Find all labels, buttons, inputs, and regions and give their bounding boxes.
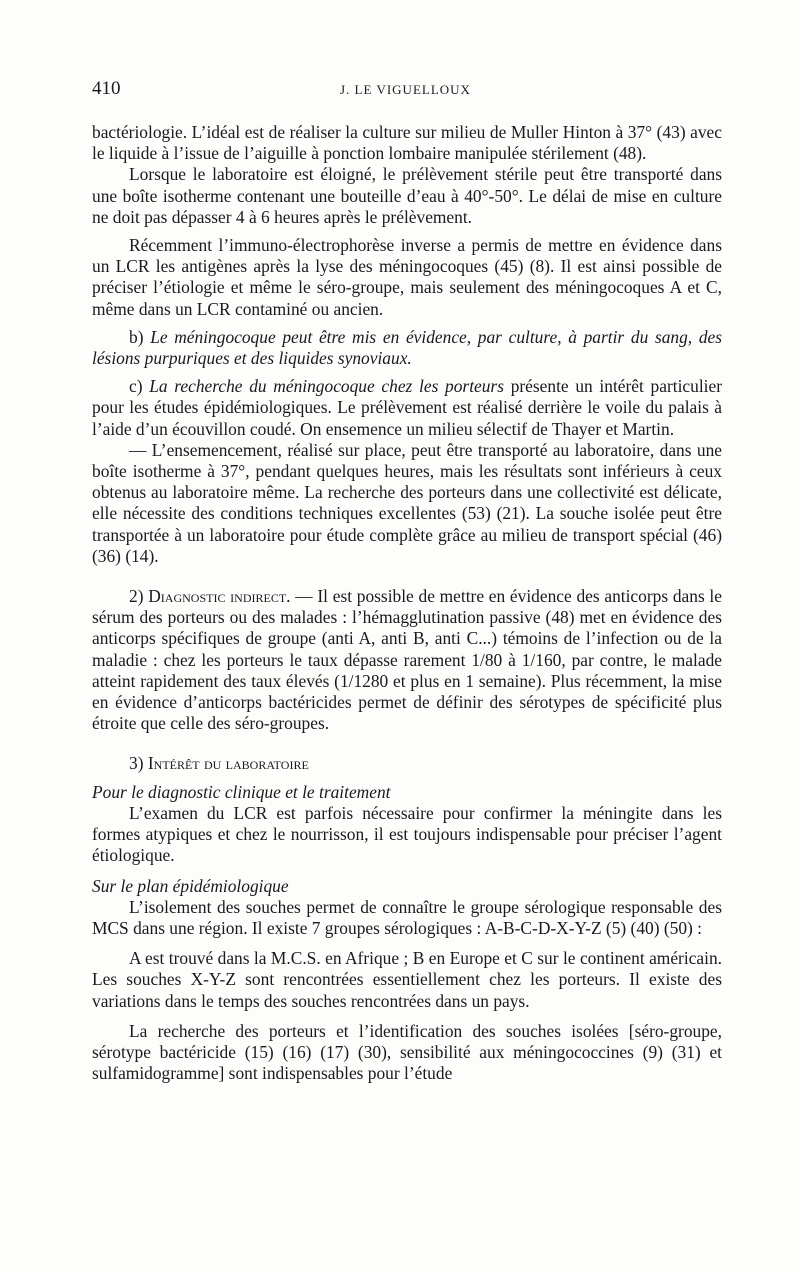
paragraph-b (92, 327, 722, 369)
paragraph-transport: Lorsque le laboratoire est éloigné, le prélèvement stérile peut être transporté dans une boîte isotherme contenant une bouteille d’eau à 40°-50°. Le délai de mise en culture ne doit pas dépasser 4 à 6 heures après le prélèvement. (92, 164, 722, 227)
item-label-b: b) (129, 326, 144, 347)
section-label-3: 3) (129, 753, 144, 774)
page-number: 410 (92, 78, 121, 99)
paragraph-diagnostic-indirect (92, 586, 722, 734)
section-text-2: — Il est possible de mettre en évidence des anticorps dans le sérum des porteurs ou des malades : l’hémagglutination passive (48) met en évidence des anticorps spécifiques de groupe (anti A, anti B, anti C...) témoins de l’infection ou de la maladie : chez les porteurs le taux dépasse rarement 1/80 à 1/160, par contre, le malade atteint rapidement des taux élevés (1/1280 et plus en 1 semaine). Plus récemment, la mise en évidence d’anticorps bactéricides permet de définir des sérotypes de spécificité plus étroite que celle des séro-groupes. (92, 586, 722, 734)
paragraph-recherche-porteurs: La recherche des porteurs et l’identification des souches isolées [séro-groupe, sérotype bactéricide (15) (16) (17) (30), sensibilité aux méningococcines (9) (31) et sulfamidogramme] sont indispensables pour l’étude (92, 1020, 722, 1084)
section-heading-3: Intérêt du laboratoire (147, 753, 309, 774)
paragraph-ensemencement: — L’ensemencement, réalisé sur place, peut être transporté au laboratoire, dans une boîte isotherme à 37°, pendant quelques heures, mais les résultats sont inférieurs à ceux obtenus au laboratoire même. La recherche des porteurs dans une collectivité est délicate, elle nécessite des conditions techniques excellentes (53) (21). La souche isolée peut être transportée à un laboratoire pour étude complète grâce au milieu de transport spécial (46) (36) (14). (92, 439, 722, 566)
item-text-b: Le méningocoque peut être mis en évidence, par culture, à partir du sang, des lésions purpuriques et des liquides synoviaux. (92, 326, 722, 369)
section-label-2: 2) (129, 586, 144, 607)
paragraph-examen-lcr: L’examen du LCR est parfois nécessaire pour confirmer la méningite dans les formes atypiques et chez le nourrisson, il est toujours indispensable pour préciser l’agent étiologique. (92, 802, 722, 866)
paragraph-isolement: L’isolement des souches permet de connaître le groupe sérologique responsable des MCS dans une région. Il existe 7 groupes sérologiques : A-B-C-D-X-Y-Z (5) (40) (50) : (92, 896, 722, 938)
paragraph-c (92, 376, 722, 440)
item-label-c: c) (129, 376, 143, 397)
paragraph-immunoelectrophoresis: Récemment l’immuno-électrophorèse inverse a permis de mettre en évidence dans un LCR les antigènes après la lyse des méningocoques (45) (8). Il est ainsi possible de préciser l’étiologie et même le séro-groupe, mais seulement des méningocoques A et C, même dans un LCR contaminé ou ancien. (92, 235, 722, 319)
paragraph-continuation: bactériologie. L’idéal est de réaliser la culture sur milieu de Muller Hinton à 37° (43) avec le liquide à l’issue de l’aiguille à ponction lombaire manipulée stérilement (48). (92, 122, 722, 164)
running-head (92, 78, 722, 102)
subheading-epidemiologique: Sur le plan épidémiologique (92, 875, 289, 896)
running-title: J. LE VIGUELLOUX (340, 82, 471, 97)
paragraph-repartition: A est trouvé dans la M.C.S. en Afrique ; B en Europe et C sur le continent américain. Les souches X-Y-Z sont rencontrées essentiellement chez les porteurs. Il existe des variations dans le temps des souches rencontrées dans un pays. (92, 948, 722, 1011)
subheading-clinique: Pour le diagnostic clinique et le traitement (92, 781, 391, 802)
section-heading-2: Diagnostic indirect. (148, 586, 291, 607)
body-text (92, 122, 722, 1084)
item-text-c: présente un intérêt particulier pour les études épidémiologiques. Le prélèvement est réalisé derrière le voile du palais à l’aide d’un écouvillon coudé. On ensemence un milieu sélectif de Thayer et Martin. (92, 376, 722, 439)
item-italic-c: La recherche du méningocoque chez les porteurs (149, 376, 504, 397)
section-heading-3-line (92, 753, 722, 774)
